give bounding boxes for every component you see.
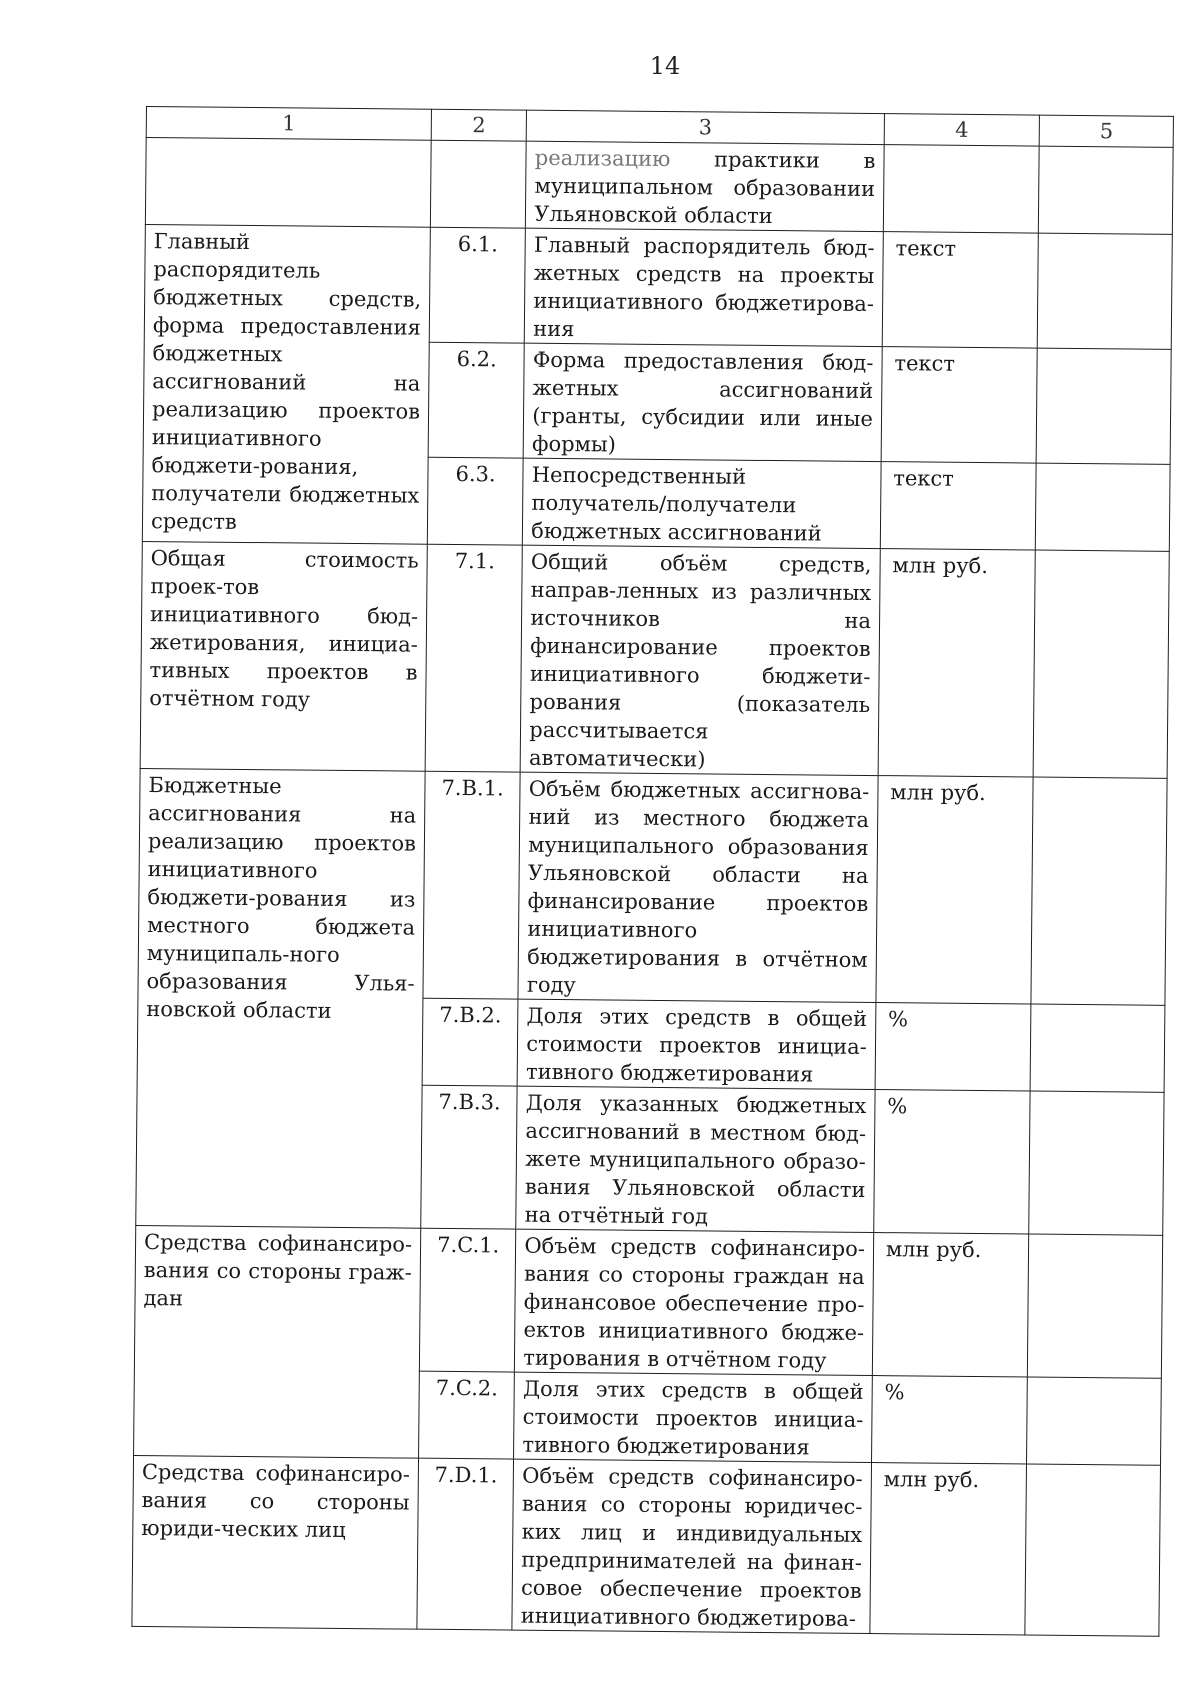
row-code: 7.C.2.: [419, 1371, 515, 1459]
row-code: 7.D.1.: [417, 1458, 514, 1630]
row-code: 6.1.: [429, 227, 525, 343]
row-unit: млн руб.: [872, 1233, 1029, 1377]
column-header-3: 3: [526, 110, 884, 144]
row-description: Объём бюджетных ассигнова-ний из местного бюджета муниципального образования Ульяновской области на финансирование проектов инициативного бюджетирования в отчётном году: [518, 772, 878, 1002]
row-description: Доля указанных бюджетных ассигнований в местном бюд-жете муниципального образо-вания Ульяновской области на отчётный год: [516, 1086, 875, 1232]
continuation-description: реализацию практики в муниципальном образовании Ульяновской области: [526, 141, 884, 231]
group-title: Общая стоимость проек-тов инициативного бюд-жетирования, инициа-тивных проектов в отчётном году: [140, 541, 427, 771]
row-description: Общий объём средств, направ-ленных из различных источников на финансирование проектов инициативного бюджети-рования (показатель рассчитывается автоматически): [520, 545, 880, 775]
row-description: Доля этих средств в общей стоимости проектов инициа-тивного бюджетирования: [517, 999, 875, 1089]
column-header-1: 1: [146, 107, 431, 141]
column-header-4: 4: [884, 114, 1040, 146]
table-row: [134, 1225, 1162, 1378]
indicators-table: [131, 106, 1174, 1637]
row-value: [1028, 1234, 1163, 1378]
continuation-col4: [883, 145, 1039, 233]
row-code: 6.3.: [427, 457, 523, 545]
row-unit: %: [871, 1376, 1027, 1464]
row-description: Главный распорядитель бюд-жетных средств на проекты инициативного бюджетирова-ния: [525, 228, 884, 346]
row-description: Непосредственный получатель/получатели бюджетных ассигнований: [523, 458, 881, 548]
row-code: 7.B.1.: [423, 771, 521, 999]
row-value: [1036, 348, 1171, 464]
group-title: Бюджетные ассигнования на реализацию проектов инициативного бюджети-рования из местного бюджета муниципаль-ного образования Улья-новской области: [136, 768, 425, 1228]
continuation-col5: [1039, 146, 1174, 234]
row-unit: текст: [881, 347, 1038, 463]
row-unit: млн руб.: [876, 776, 1034, 1004]
row-unit: %: [875, 1003, 1031, 1091]
group-title: Главный распорядитель бюджетных средств, форма предоставления бюджетных ассигнований на реализацию проектов инициативного бюджети-рования, получатели бюджетных средств: [142, 224, 430, 544]
table-row: [140, 541, 1169, 778]
row-unit: %: [874, 1090, 1031, 1234]
row-code: 7.C.1.: [419, 1228, 516, 1372]
row-description: Объём средств софинансиро-вания со стороны граждан на финансовое обеспечение про-ектов инициативного бюдже-тирования в отчётном году: [515, 1229, 874, 1375]
row-value: [1031, 777, 1167, 1005]
row-value: [1033, 550, 1169, 778]
table-row: [144, 224, 1172, 349]
row-value: [1037, 233, 1172, 349]
page-number: 14: [649, 52, 681, 80]
row-unit: млн руб.: [870, 1463, 1027, 1635]
table-row-continuation: [145, 138, 1173, 235]
row-value: [1030, 1004, 1165, 1092]
continuation-col1: [145, 138, 431, 228]
table-row: [138, 768, 1167, 1005]
row-value: [1025, 1464, 1160, 1636]
row-description: Объём средств софинансиро-вания со стороны юридичес-ких лиц и индивидуальных предпринимателей на финан-совое обеспечение проектов инициативного бюджетирова-: [512, 1459, 871, 1633]
column-header-5: 5: [1039, 115, 1173, 147]
column-header-2: 2: [431, 109, 527, 141]
row-unit: текст: [882, 232, 1039, 348]
row-code: 7.B.3.: [421, 1085, 518, 1229]
group-title: Средства софинансиро-вания со стороны юриди-ческих лиц: [132, 1455, 419, 1629]
row-unit: текст: [880, 462, 1036, 550]
continuation-col2: [430, 140, 526, 228]
table-row: [132, 1455, 1161, 1636]
group-title: Средства софинансиро-вания со стороны граж-дан: [134, 1225, 421, 1458]
row-unit: млн руб.: [878, 549, 1036, 777]
row-value: [1027, 1377, 1162, 1465]
row-description: Форма предоставления бюд-жетных ассигнований (гранты, субсидии или иные формы): [523, 343, 882, 461]
row-code: 6.2.: [428, 342, 524, 458]
row-value: [1029, 1091, 1164, 1235]
row-value: [1036, 463, 1171, 551]
row-code: 7.B.2.: [422, 998, 518, 1086]
row-description: Доля этих средств в общей стоимости проектов инициа-тивного бюджетирования: [514, 1372, 872, 1462]
row-code: 7.1.: [425, 544, 523, 772]
continuation-faded-word: реализацию: [534, 145, 671, 172]
